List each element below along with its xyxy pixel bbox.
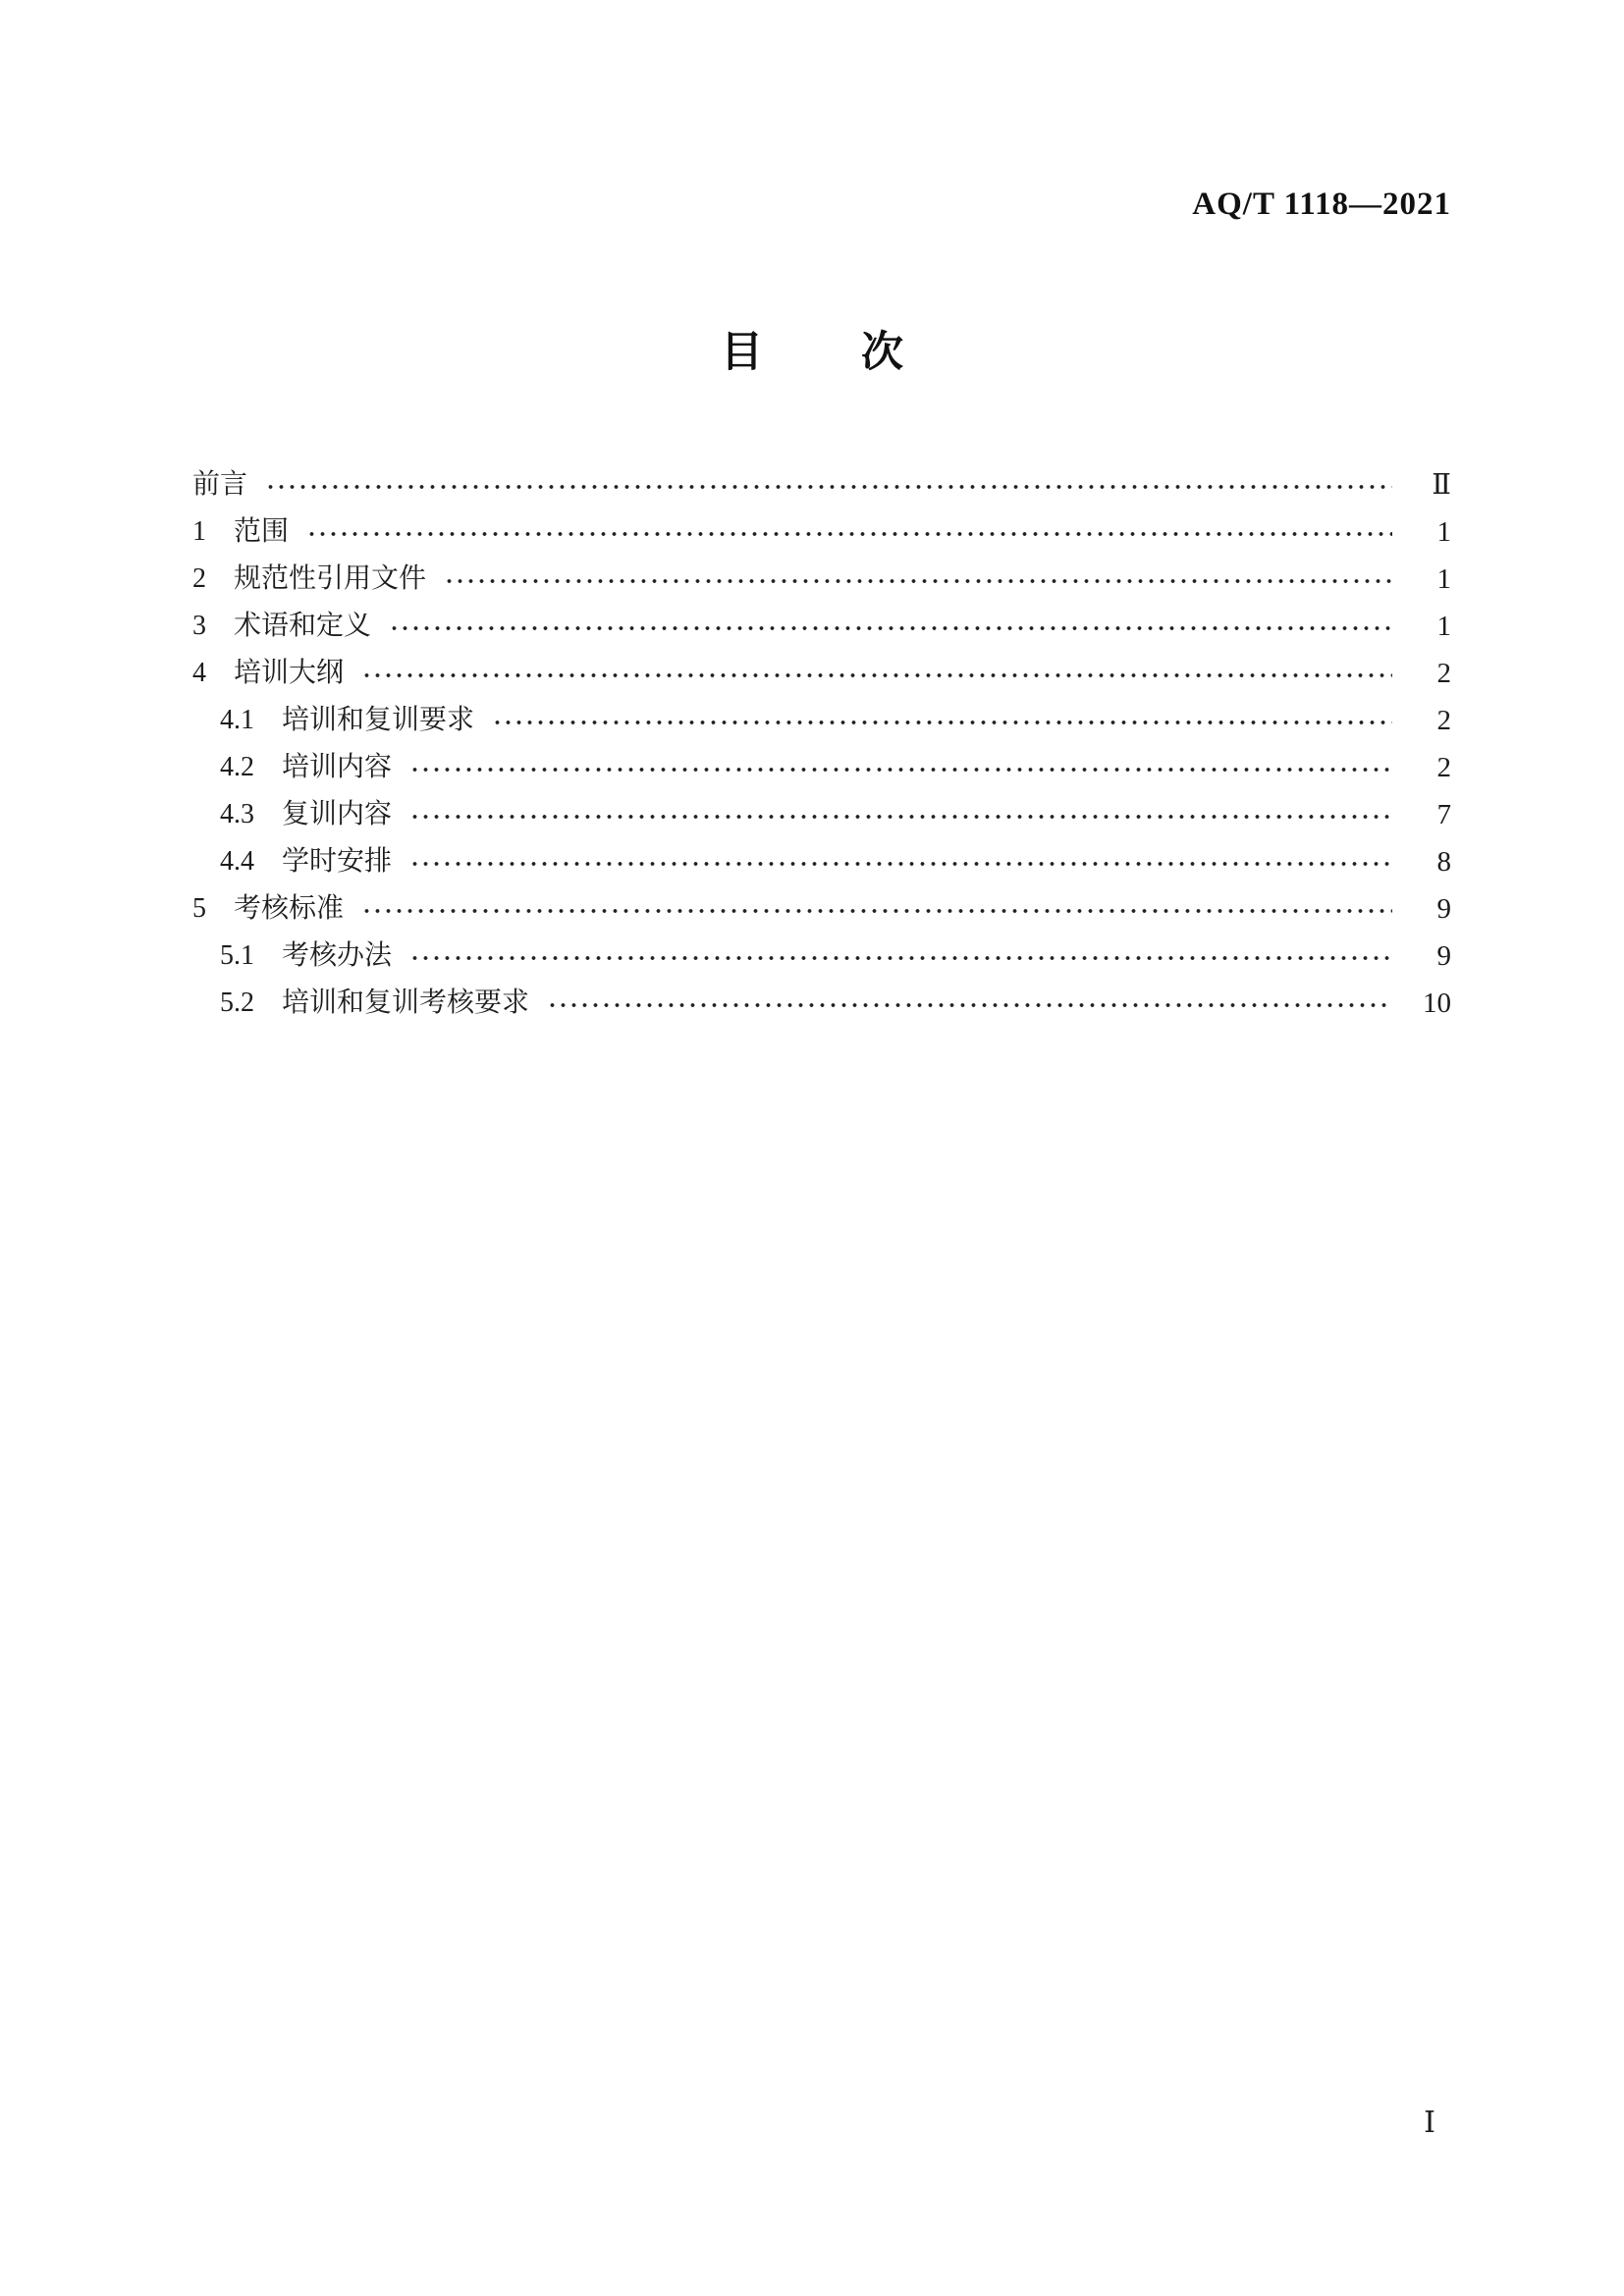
entry-page: 1 [1436,562,1451,595]
dot-leader [492,720,1392,725]
entry-page: 9 [1436,892,1451,925]
dot-leader [265,484,1392,490]
entry-title: 培训和复训考核要求 [282,988,530,1018]
entry-number: 4 [192,658,206,688]
dot-leader [361,672,1392,678]
page-title-char: 目 [721,329,763,376]
toc-entry [192,508,1451,556]
dot-leader [444,578,1392,584]
entry-title: 复训内容 [282,799,393,829]
dot-leader [306,531,1392,537]
doc-code: AQ/T 1118—2021 [1192,187,1451,222]
toc-entry [192,650,1451,697]
entry-title: 考核办法 [282,940,393,971]
entry-title: 术语和定义 [234,611,372,641]
entry-number: 5 [192,893,206,924]
entry-title: 培训大纲 [234,658,345,688]
toc-entry [192,744,1451,791]
entry-number: 2 [192,563,206,594]
entry-title: 考核标准 [234,893,345,924]
toc-entry [192,980,1451,1027]
page-title [0,329,1624,376]
entry-title: 学时安排 [282,846,393,877]
entry-title: 培训和复训要求 [282,705,475,735]
toc-list [192,461,1451,1027]
entry-number: 4.3 [220,799,254,829]
dot-leader [409,861,1392,867]
entry-page: 2 [1436,704,1451,736]
footer-page-number: Ⅰ [1424,2107,1435,2139]
toc-entry [192,556,1451,603]
entry-number: 5.1 [220,940,254,971]
entry-number: 4.1 [220,705,254,735]
entry-title: 前言 [192,469,248,500]
entry-page: 9 [1436,939,1451,972]
entry-page: 1 [1436,515,1451,548]
entry-title: 范围 [234,516,290,547]
toc-entry [192,603,1451,650]
toc-entry [192,933,1451,980]
entry-page: 10 [1423,987,1451,1019]
entry-number: 4.2 [220,752,254,782]
entry-number: 5.2 [220,988,254,1018]
entry-number: 4.4 [220,846,254,877]
toc-entry [192,838,1451,885]
toc-entry [192,885,1451,933]
entry-title: 规范性引用文件 [234,563,427,594]
entry-page: 8 [1436,845,1451,878]
entry-number: 3 [192,611,206,641]
toc-entry [192,697,1451,744]
dot-leader [361,908,1392,914]
dot-leader [409,767,1392,773]
dot-leader [389,625,1392,631]
entry-page: 7 [1436,798,1451,830]
toc-entry [192,791,1451,838]
entry-page: 2 [1436,751,1451,783]
dot-leader [547,1002,1392,1008]
entry-number: 1 [192,516,206,547]
entry-page: 2 [1436,657,1451,689]
entry-page: 1 [1436,610,1451,642]
dot-leader [409,814,1392,820]
dot-leader [409,955,1392,961]
toc-entry [192,461,1451,508]
entry-page: Ⅱ [1432,468,1451,501]
page-title-char: 次 [861,329,903,376]
entry-title: 培训内容 [282,752,393,782]
